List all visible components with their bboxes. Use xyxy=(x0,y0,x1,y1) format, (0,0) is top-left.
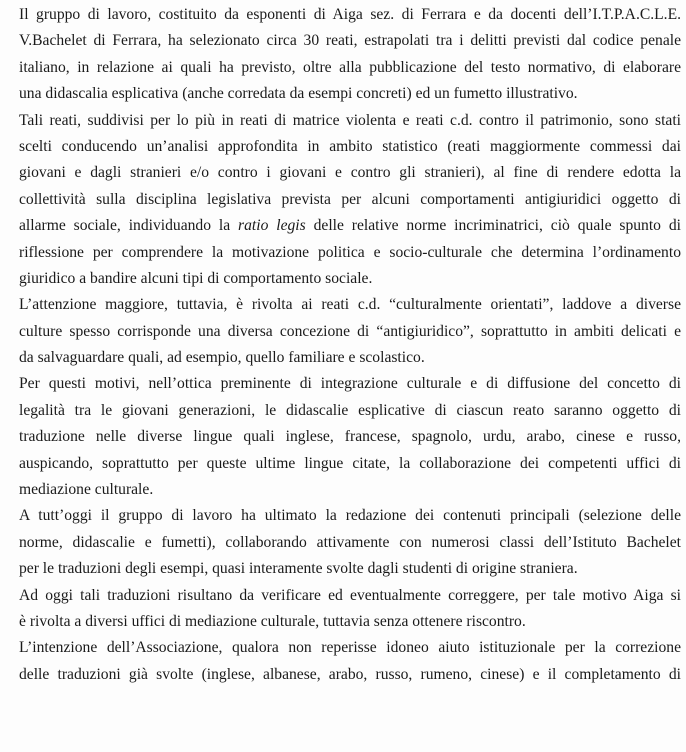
text-line: italiano, in relazione ai quali ha previsto, oltre alla pubblicazione del testo normativo, di elaborare xyxy=(19,58,681,76)
paragraph-3 xyxy=(19,292,681,371)
text-line: scelti conducendo un’analisi approfondita in ambito statistico (reati maggiormente commessi dai xyxy=(19,137,681,155)
text-line: Ad oggi tali traduzioni risultano da verificare ed eventualmente correggere, per tale motivo Aiga si xyxy=(19,586,681,604)
text-line: delle traduzioni già svolte (inglese, albanese, arabo, russo, rumeno, cinese) e il completamento di xyxy=(19,665,681,683)
text-line: Tali reati, suddivisi per lo più in reati di matrice violenta e reati c.d. contro il patrimonio, sono stati xyxy=(19,111,681,129)
paragraph-5 xyxy=(19,503,681,582)
text-line: una didascalia esplicativa (anche corredata da esempi concreti) ed un fumetto illustrativo. xyxy=(19,85,578,103)
text-line: giovani e dagli stranieri e/o contro i giovani e contro gli stranieri), al fine di rendere edotta la xyxy=(19,164,681,182)
text-line: da salvaguardare quali, ad esempio, quello familiare e scolastico. xyxy=(19,349,425,367)
text-line: per le traduzioni degli esempi, quasi interamente svolte dagli studenti di origine straniera. xyxy=(19,560,578,578)
text-line: è rivolta a diversi uffici di mediazione culturale, tuttavia senza ottenere riscontro. xyxy=(19,612,526,630)
text-line: riflessione per comprendere la motivazione politica e socio-culturale che determina l’ordinamento xyxy=(19,243,681,261)
text-line: L’intenzione dell’Associazione, qualora non reperisse idoneo aiuto istituzionale per la correzione xyxy=(19,639,681,657)
text-line: norme, didascalie e fumetti), collaborando attivamente con numerosi classi dell’Istituto Bachelet xyxy=(19,533,681,551)
paragraph-6 xyxy=(19,583,681,636)
text-line: Il gruppo di lavoro, costituito da esponenti di Aiga sez. di Ferrara e da docenti dell’I.T.P.A.C.L.E. xyxy=(19,6,681,23)
paragraph-1 xyxy=(19,2,681,108)
paragraph-7 xyxy=(19,635,681,688)
italic-term-ratio-legis: ratio legis xyxy=(238,217,306,235)
text-line-with-italic xyxy=(19,213,681,239)
text-line: legalità tra le giovani generazioni, le didascalie esplicative di ciascun reato saranno oggetto di xyxy=(19,401,681,419)
text-line: traduzione nelle diverse lingue quali inglese, francese, spagnolo, urdu, arabo, cinese e russo, xyxy=(19,428,681,446)
text-line: L’attenzione maggiore, tuttavia, è rivolta ai reati c.d. “culturalmente orientati”, laddove a diverse xyxy=(19,296,681,314)
text-line: giuridico a bandire alcuni tipi di comportamento sociale. xyxy=(19,269,373,287)
text-line: A tutt’oggi il gruppo di lavoro ha ultimato la redazione dei contenuti principali (selezione delle xyxy=(19,507,681,525)
text-line: auspicando, soprattutto per queste ultime lingue citate, la collaborazione dei competenti uffici di xyxy=(19,454,681,472)
text-line: culture spesso corrisponde una diversa concezione di “antigiuridico”, soprattutto in ambiti delicati e xyxy=(19,322,681,340)
paragraph-2 xyxy=(19,108,681,293)
text-segment: delle relative norme incriminatrici, ciò quale spunto di xyxy=(305,217,681,235)
text-line: mediazione culturale. xyxy=(19,481,154,499)
text-segment: allarme sociale, individuando la xyxy=(19,217,239,235)
text-line: V.Bachelet di Ferrara, ha selezionato circa 30 reati, estrapolati tra i delitti previsti dal codice penale xyxy=(19,32,681,50)
text-line: collettività sulla disciplina legislativa prevista per alcuni comportamenti antigiuridici oggetto di xyxy=(19,190,681,208)
paragraph-4 xyxy=(19,371,681,503)
text-line: Per questi motivi, nell’ottica preminente di integrazione culturale e di diffusione del concetto di xyxy=(19,375,681,393)
document-body xyxy=(19,2,681,688)
